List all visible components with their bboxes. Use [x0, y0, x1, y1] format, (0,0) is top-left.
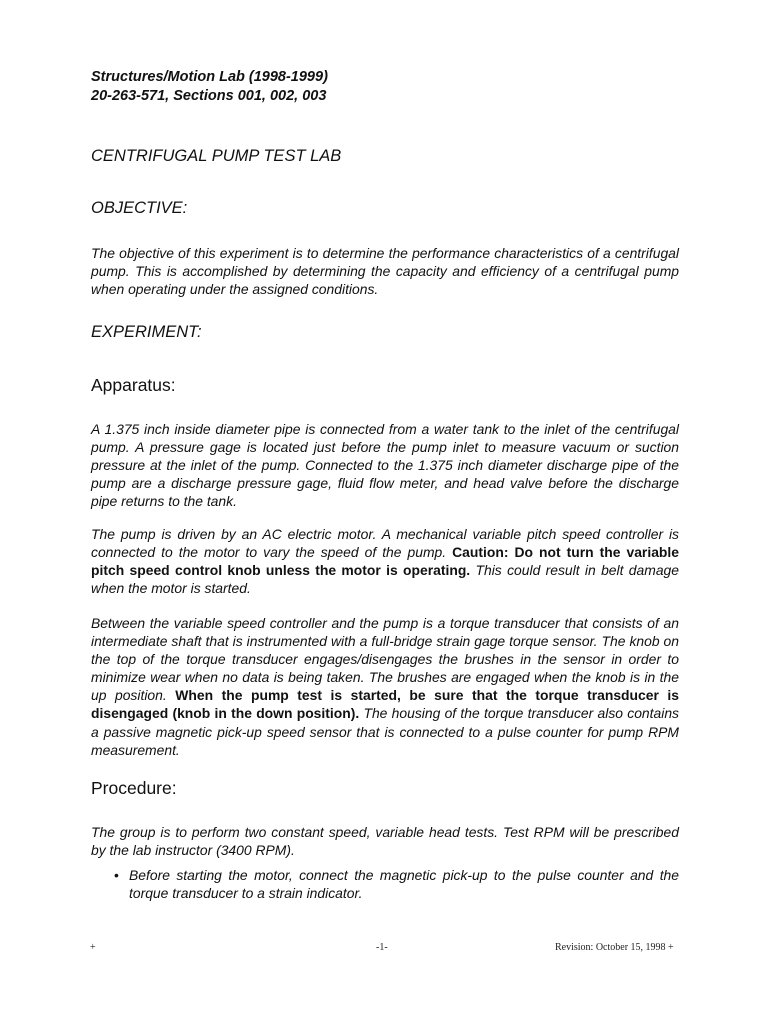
experiment-heading: EXPERIMENT:	[91, 323, 202, 341]
paragraph-text: The housing of the torque transducer also contains a passive magnetic pick-up speed sensor that is connected to a pulse counter for pump RPM measurement.	[91, 705, 679, 758]
apparatus-heading: Apparatus:	[91, 375, 176, 395]
list-item-text: Before starting the motor, connect the magnetic pick-up to the pulse counter and the torque transducer to a strain indicator.	[129, 867, 679, 902]
procedure-heading: Procedure:	[91, 778, 177, 798]
footer-left-mark: +	[90, 942, 96, 953]
paragraph-text: This could result in belt damage when the motor is started.	[91, 562, 679, 597]
document-header	[91, 68, 328, 106]
apparatus-paragraph-3	[91, 614, 679, 759]
document-title: CENTRIFUGAL PUMP TEST LAB	[91, 147, 342, 165]
revision-date: Revision: October 15, 1998 +	[555, 942, 674, 953]
paragraph-text: Between the variable speed controller and the pump is a torque transducer that consists of an intermediate shaft that is instrumented with a full-bridge strain gage torque sensor. The knob on the top of the torque transducer engages/disengages the brushes in the sensor in order to minimize wear when no data is being taken. The brushes are engaged when the knob is in the up position.	[91, 615, 679, 704]
course-sections-line: 20-263-571, Sections 001, 002, 003	[91, 88, 327, 104]
objective-paragraph: The objective of this experiment is to determine the performance characteristics of a centrifugal pump. This is accomplished by determining the capacity and efficiency of a centrifugal pump when operating under the assigned conditions.	[91, 245, 679, 298]
course-lab-line: Structures/Motion Lab (1998-1999)	[91, 69, 328, 85]
paragraph-text: The pump is driven by an AC electric motor. A mechanical variable pitch speed controller is connected to the motor to vary the speed of the pump.	[91, 526, 679, 561]
caution-note: Caution: Do not turn the variable pitch speed control knob unless the motor is operating.	[91, 544, 679, 579]
apparatus-paragraph-2	[91, 525, 679, 597]
bullet-icon: •	[114, 867, 119, 883]
objective-heading: OBJECTIVE:	[91, 199, 188, 217]
procedure-list-item	[115, 866, 679, 902]
procedure-paragraph: The group is to perform two constant speed, variable head tests. Test RPM will be prescribed by the lab instructor (3400 RPM).	[91, 824, 679, 859]
apparatus-paragraph-1: A 1.375 inch inside diameter pipe is connected from a water tank to the inlet of the centrifugal pump. A pressure gage is located just before the pump inlet to measure vacuum or suction pressure at the inlet of the pump. Connected to the 1.375 inch diameter discharge pipe of the pump are a discharge pressure gage, fluid flow meter, and head valve before the discharge pipe returns to the tank.	[91, 421, 679, 510]
page-number: -1-	[376, 942, 388, 953]
warning-note: When the pump test is started, be sure that the torque transducer is disengaged (knob in the down position).	[91, 687, 679, 722]
